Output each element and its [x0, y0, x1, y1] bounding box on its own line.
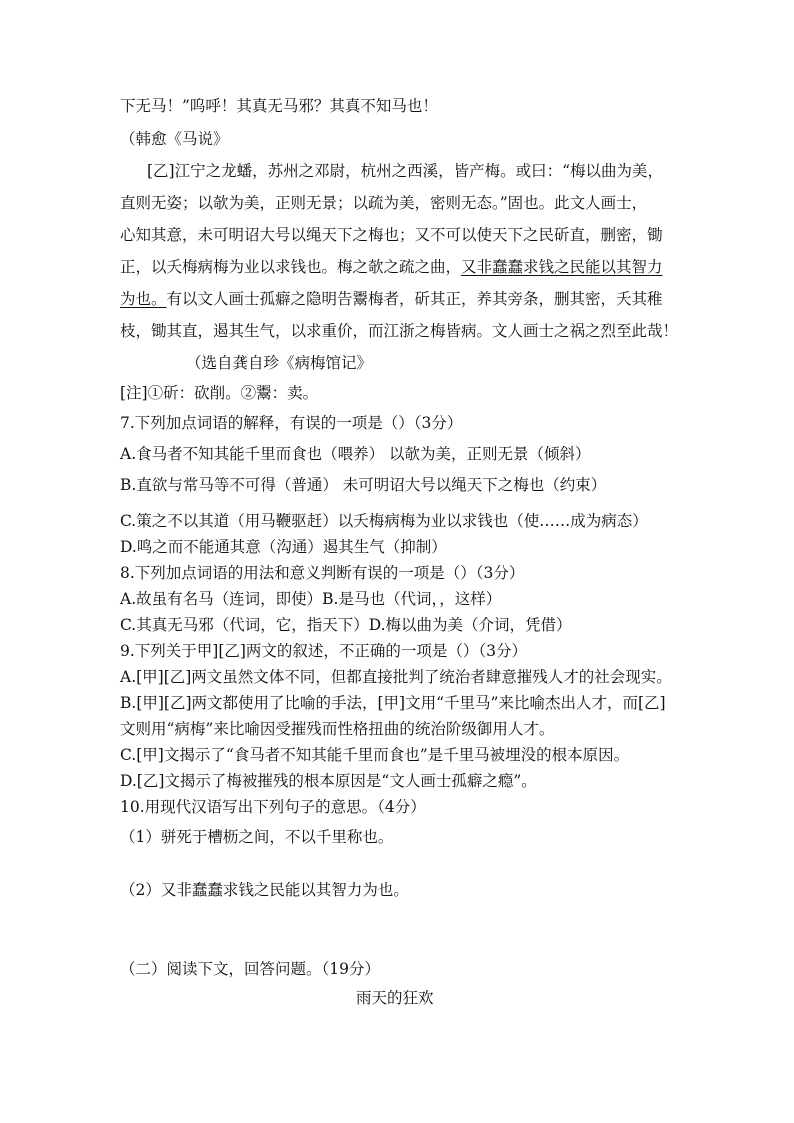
question-9-option-b-line-1: B.[甲][乙]两文都使用了比喻的手法，[甲]文用“千里马”来比喻杰出人才，而[乙]	[120, 694, 666, 712]
yi-passage-line-6: 枝，锄其直，遏其生气，以求重价，而江浙之梅皆病。文人画士之祸之烈至此哉！	[120, 322, 679, 340]
section-2-essay-title: 雨天的狂欢	[356, 989, 434, 1007]
jia-ending-line: 下无马！”呜呼！其真无马邪？其真不知马也！	[120, 97, 438, 115]
section-2-heading: （二）阅读下文，回答问题。（19分）	[120, 960, 380, 978]
question-7-option-d: D.鸣之而不能通其意（沟通）遏其生气（抑制）	[120, 538, 447, 556]
question-8-options-cd: C.其真无马邪（代词，它，指天下）D.梅以曲为美（介词，凭借）	[120, 616, 572, 634]
yi-source-line: （选自龚自珍《病梅馆记》	[186, 354, 373, 372]
underlined-sentence-part-2: 为也。	[120, 290, 167, 308]
yi-passage-line-5-text: 有以文人画士孤癖之隐明告鬻梅者，斫其正，养其旁条，删其密，夭其稚	[166, 290, 663, 308]
underlined-sentence-part-1: 又非蠢蠢求钱之民能以其智力	[461, 258, 663, 276]
question-9-option-b-line-2: 文则用“病梅”来比喻因受摧残而性格扭曲的统治阶级御用人才。	[120, 720, 555, 738]
yi-passage-line-1: [乙]江宁之龙蟠，苏州之邓尉，杭州之西溪，皆产梅。或曰：“梅以曲为美，	[147, 162, 664, 180]
question-9-option-d: D.[乙]文揭示了梅被摧残的根本原因是“文人画士孤癖之瘾”。	[120, 772, 537, 790]
question-10-sentence-1: （1）骈死于槽枥之间，不以千里称也。	[120, 828, 394, 846]
question-7-option-a: A.食马者不知其能千里而食也（喂养） 以欹为美，正则无景（倾斜）	[120, 445, 591, 463]
question-7-stem: 7.下列加点词语的解释，有误的一项是（）（3分）	[120, 414, 463, 432]
question-7-option-c: C.策之不以其道（用马鞭驱赶）以夭梅病梅为业以求钱也（使……成为病态）	[120, 512, 648, 530]
yi-passage-line-4	[120, 257, 663, 277]
question-9-option-c: C.[甲]文揭示了“食马者不知其能千里而食也”是千里马被埋没的根本原因。	[120, 746, 630, 764]
jia-source-line: （韩愈《马说》	[120, 130, 229, 148]
yi-passage-line-3: 心知其意，未可明诏大号以绳天下之梅也；又不可以使天下之民斫直，删密，锄	[120, 226, 663, 244]
yi-passage-line-5	[120, 289, 663, 309]
question-8-options-ab: A.故虽有名马（连词，即使）B.是马也（代词，，这样）	[120, 590, 502, 608]
yi-passage-line-4-text: 正，以夭梅病梅为业以求钱也。梅之欹之疏之曲，	[120, 258, 462, 276]
question-8-stem: 8.下列加点词语的用法和意义判断有误的一项是（）（3分）	[120, 564, 525, 582]
question-7-option-b: B.直欲与常马等不可得（普通） 未可明诏大号以绳天下之梅也（约束）	[120, 476, 607, 494]
question-10-sentence-2: （2）又非蠢蠢求钱之民能以其智力为也。	[120, 881, 409, 899]
question-10-stem: 10.用现代汉语写出下列句子的意思。（4分）	[120, 798, 426, 816]
question-9-option-a: A.[甲][乙]两文虽然文体不同，但都直接批判了统治者肆意摧残人才的社会现实。	[120, 668, 672, 686]
yi-passage-line-2: 直则无姿；以欹为美，正则无景；以疏为美，密则无态。”固也。此文人画士，	[120, 194, 648, 212]
question-9-stem: 9.下列关于甲][乙]两文的叙述，不正确的一项是（）（3分）	[120, 642, 528, 660]
notes-line: [注]①斫：砍削。②鬻：卖。	[120, 384, 319, 402]
